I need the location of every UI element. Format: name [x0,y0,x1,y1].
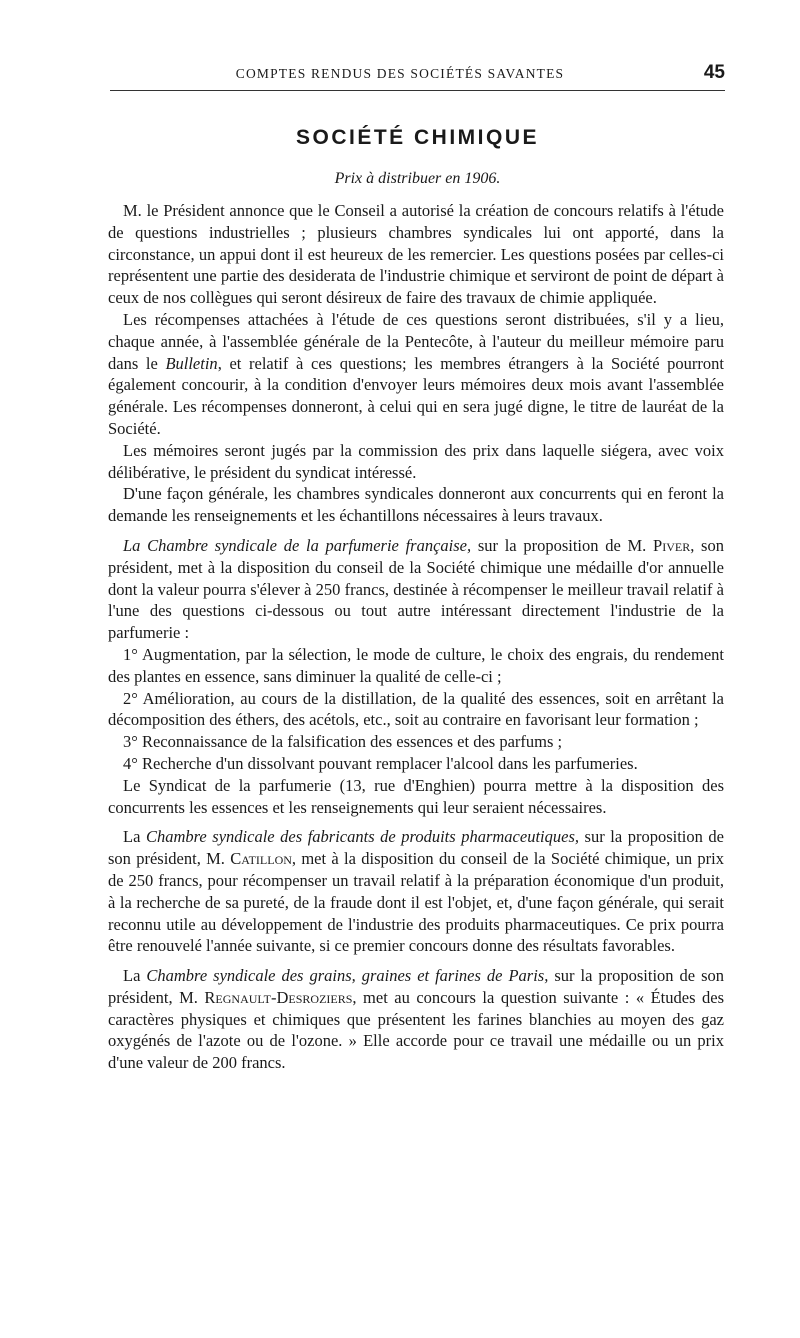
paragraph-parfumerie [108,535,724,644]
grains-text-a: La [123,966,147,986]
grains-president: Regnault-Desroziers [204,987,353,1007]
grains-chamber: Chambre syndicale des grains, graines et farines de Paris, [146,966,549,986]
list-item-3: 3° Reconnaissance de la falsification des essences et des parfums ; [123,732,563,752]
parfumerie-text-a: sur la proposition de M. [471,535,654,555]
section-subtitle: Prix à distribuer en 1906. [334,170,501,187]
pharma-text-b: sur la proposition de son président, M. [108,827,724,869]
rewards-text-start: Les récompenses attachées à l'étude de ces questions seront distribuées, s'il y a lieu, chaque année, à l'assemblée générale de la Pentecôte, à l'auteur du meilleur mémoire paru dans le [108,309,724,373]
paragraph-pharmaceutiques [108,826,724,957]
pharma-chamber: Chambre syndicale des fabricants de produits pharmaceutiques, [145,827,579,847]
header-rule [110,90,725,91]
grains-text-c: , met au concours la question suivante : « Études des caractères physiques et chimiques que présentent les farines blanchies au moyen des gaz oxygénés de l'azote ou de l'ozone. » Elle accorde pour ce travail une médaille ou un prix d'une valeur de 200 francs. [108,987,724,1073]
bulletin-title: Bulletin [165,353,218,373]
paragraph-rewards [108,309,724,440]
pharma-text-c: , met à la disposition du conseil de la Société chimique, un prix de 250 francs, pour récompenser un travail relatif à la préparation économique d'un produit, à la recherche de sa pureté, de la fraude dont il est l'objet, et, d'une façon générale, qui serait reconnu utile au développement de l'industrie des produits pharmaceutiques. Ce prix pourra être renouvelé l'année suivante, si ce premier concours donne des résultats favorables. [108,849,724,956]
running-header [110,62,725,86]
list-item-1: 1° Augmentation, par la sélection, le mode de culture, le choix des engrais, du rendement des plantes en essence, sans diminuer la qualité de celle-ci ; [108,644,724,686]
body-text [108,200,724,1074]
paragraph-intro: M. le Président annonce que le Conseil a autorisé la création de concours relatifs à l'étude de questions industrielles ; plusieurs chambres syndicales lui ont apporté, dans la circonstance, un appui dont il est heureux de les remercier. Les questions posées par celles-ci représentent une partie des desiderata de l'industrie chimique et serviront de point de départ à ceux de nos collègues qui seront désireux de faire des travaux de chimie appliquée. [108,201,724,308]
paragraph-syndicat: Le Syndicat de la parfumerie (13, rue d'Enghien) pourra mettre à la disposition des concurrents les essences et les renseignements qui leur seraient nécessaires. [108,775,724,817]
grains-text-b: sur la proposition de son président, M. [108,966,725,1007]
list-item-2: 2° Amélioration, au cours de la distillation, de la qualité des essences, soit en arrêtant la décomposition des éthers, des acétols, etc., soit au contraire en favorisant leur formation ; [108,688,724,730]
paragraph-grains [108,965,724,1074]
pharma-president: Catillon [230,849,292,869]
section-title: SOCIÉTÉ CHIMIQUE [295,126,540,149]
rewards-text-end: , et relatif à ces questions; les membres étrangers à la Société pourront également concourir, à la condition d'envoyer leurs mémoires deux mois avant l'assemblée générale. Les récompenses donneront, à celui qui en sera jugé digne, le titre de lauréat de la Société. [108,353,724,438]
paragraph-commission: Les mémoires seront jugés par la commission des prix dans laquelle siégera, avec voix délibérative, le président du syndicat intéressé. [108,440,724,482]
parfumerie-text-b: , son président, met à la disposition du conseil de la Société chimique une médaille d'or annuelle dont la valeur pourra s'élever à 250 francs, destinée à récompenser le meilleur travail relatif à l'une des questions ci-dessous ou tout autre intéressant directement l'industrie de la parfumerie : [108,535,724,643]
parfumerie-president: Piver [653,535,691,555]
running-title: COMPTES RENDUS DES SOCIÉTÉS SAVANTES [235,66,565,81]
list-item-4: 4° Recherche d'un dissolvant pouvant remplacer l'alcool dans les parfumeries. [123,753,638,773]
paragraph-general: D'une façon générale, les chambres syndicales donneront aux concurrents qui en feront la demande les renseignements et les échantillons nécessaires à leurs travaux. [108,484,724,526]
parfumerie-chamber: La Chambre syndicale de la parfumerie française, [123,535,472,555]
pharma-text-a: La [123,827,146,847]
page-number: 45 [703,62,725,83]
